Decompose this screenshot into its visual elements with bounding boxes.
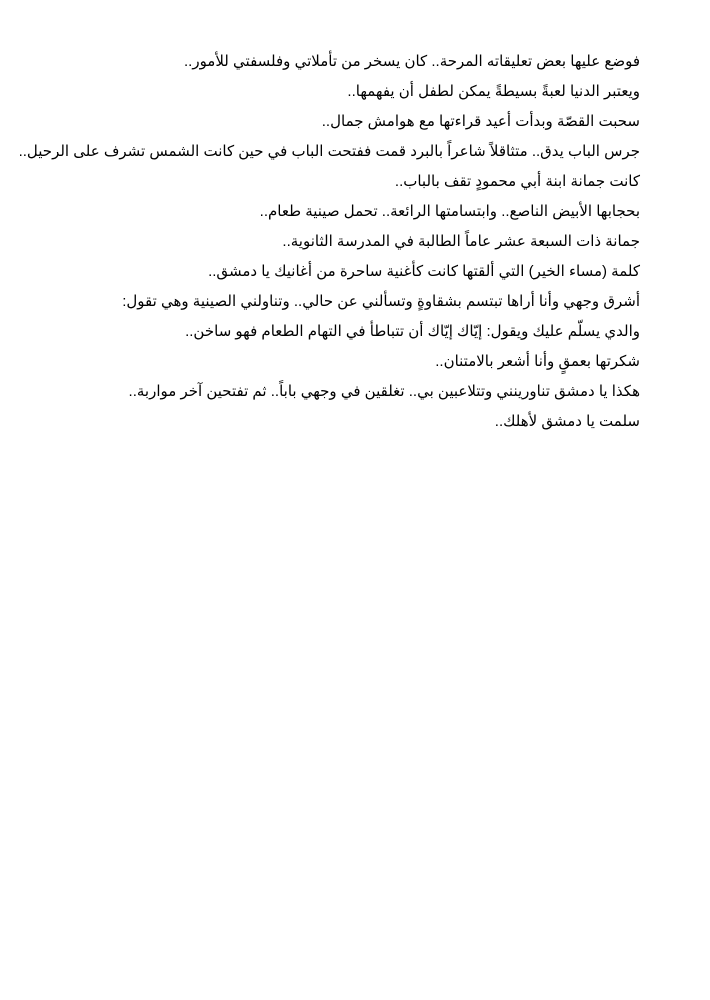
paragraph: كانت جمانة ابنة أبي محمودٍ تقف بالباب.. <box>394 173 640 190</box>
paragraph: بحجابها الأبيض الناصع.. وابتسامتها الرائعة.. تحمل صينية طعام.. <box>259 203 640 220</box>
paragraph: ويعتبر الدنيا لعبةً بسيطةً يمكن لطفل أن يفهمها.. <box>347 83 640 100</box>
paragraph: كلمة (مساء الخير) التي ألقتها كانت كأغنية ساحرة من أغانيك يا دمشق.. <box>208 263 640 280</box>
paragraph: أشرق وجهي وأنا أراها تبتسم بشقاوةٍ وتسألني عن حالي.. وتناولني الصينية وهي تقول: <box>122 293 640 310</box>
paragraph: شكرتها بعمقٍ وأنا أشعر بالامتنان.. <box>435 353 640 370</box>
paragraph: جمانة ذات السبعة عشر عاماً الطالبة في المدرسة الثانوية.. <box>282 233 640 250</box>
paragraph: هكذا يا دمشق تناورينني وتتلاعبين بي.. تغلقين في وجهي باباً.. ثم تفتحين آخر مواربة.. <box>128 383 640 400</box>
story-text <box>18 47 640 437</box>
paragraph: سحبت القصّة وبدأت أعيد قراءتها مع هوامش جمال.. <box>321 113 640 130</box>
paragraph: فوضع عليها بعض تعليقاته المرحة.. كان يسخر من تأملاتي وفلسفتي للأمور.. <box>183 53 640 70</box>
paragraph: والدي يسلّم عليك ويقول: إيّاك إيّاك أن تتباطأ في التهام الطعام فهو ساخن.. <box>185 323 640 340</box>
paragraph: جرس الباب يدق.. متثاقلاً شاعراً بالبرد قمت ففتحت الباب في حين كانت الشمس تشرف على الرحيل.. <box>18 143 640 160</box>
paragraph: سلمت يا دمشق لأهلك.. <box>494 413 640 430</box>
